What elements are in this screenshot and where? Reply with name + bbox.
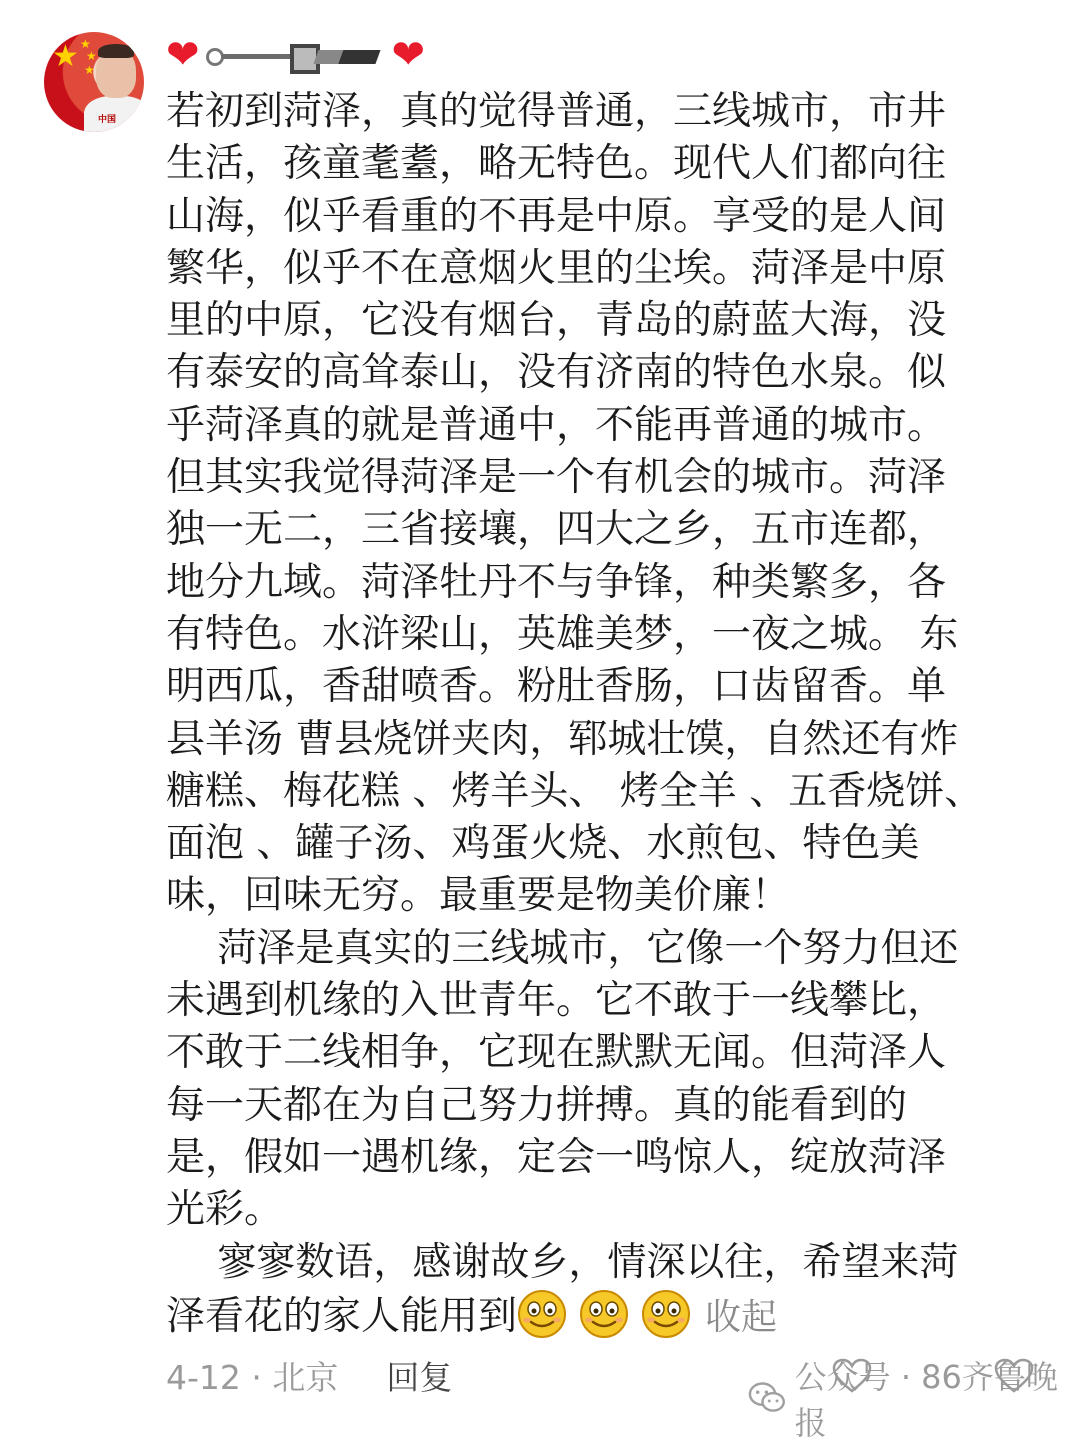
comment-paragraph-3-line-2 bbox=[166, 1289, 1026, 1344]
date-location: 4-12 · 北京 bbox=[166, 1358, 339, 1397]
flag-star-icon: ★ bbox=[86, 49, 97, 63]
reply-button[interactable]: 回复 bbox=[386, 1358, 453, 1397]
avatar[interactable] bbox=[44, 32, 144, 132]
comment-paragraph-3-line-1: 寥寥数语，感谢故乡，情深以往，希望来菏 bbox=[166, 1239, 959, 1285]
flag-star-icon: ★ bbox=[80, 37, 91, 51]
heart-icon: ❤ bbox=[166, 32, 200, 78]
watermark-text: 公众号 · 86齐鲁晚报 bbox=[794, 1358, 1058, 1442]
smile-emoji-icon bbox=[579, 1289, 629, 1339]
like-heart-icon[interactable] bbox=[832, 1358, 872, 1394]
comment-paragraph-1: 若初到菏泽，真的觉得普通，三线城市，市井 生活，孩童耄耋，略无特色。现代人们都向往 山海，似乎看重的不再是中原。享受的是人间 繁华，似乎不在意烟火里的尘埃。菏泽是中原 里的中原，它没有烟台，青岛的蔚蓝大海，没 有泰安的高耸泰山，没有济南的特色水泉。似 乎菏泽真的就是普通中，不能再普通的城市。 但其实我觉得菏泽是一个有机会的城市。菏泽 独一无二，三省接壤，四大之乡，五市连都， 地分九域。菏泽牡丹不与争锋，种类繁多，各 有特色。水浒梁山，英雄美梦，一夜之城。 东 明西瓜，香甜喷香。粉肚香肠，口齿留香。单 县羊汤 曹县烧饼夹肉，郓城壮馍，自然还有炸 糖糕、梅花糕 、烤羊头、 烤全羊 、五香烧饼、 面泡 、罐子汤、鸡蛋火烧、水煎包、特色美 味，回味无穷。最重要是物美价廉！ bbox=[166, 89, 984, 919]
like-heart-icon[interactable] bbox=[994, 1358, 1034, 1394]
flag-star-icon: ★ bbox=[52, 39, 79, 74]
smile-emoji-icon bbox=[517, 1289, 567, 1339]
username[interactable] bbox=[166, 30, 425, 80]
wechat-icon bbox=[748, 1381, 787, 1415]
avatar-stamp: 中国 bbox=[98, 115, 117, 125]
heart-icon: ❤ bbox=[391, 32, 426, 78]
avatar-hair bbox=[98, 44, 134, 58]
comment-paragraph-2: 菏泽是真实的三线城市，它像一个努力但还 未遇到机缘的入世青年。它不敢于一线攀比， 不敢于二线相争，它现在默默无闻。但菏泽人 每一天都在为自己努力拼搏。真的能看到的 是，假如一遇机缘，定会一鸣惊人，绽放菏泽 光彩。 bbox=[166, 925, 959, 1233]
comment-meta bbox=[166, 1352, 452, 1399]
collapse-link[interactable]: 收起 bbox=[705, 1296, 778, 1338]
comment-paragraph-3-text: 泽看花的家人能用到 bbox=[166, 1293, 518, 1339]
username-decoration bbox=[206, 40, 386, 70]
comment-body bbox=[166, 86, 1026, 1344]
smile-emoji-icon bbox=[641, 1289, 691, 1339]
flag-star-icon: ★ bbox=[84, 63, 95, 77]
